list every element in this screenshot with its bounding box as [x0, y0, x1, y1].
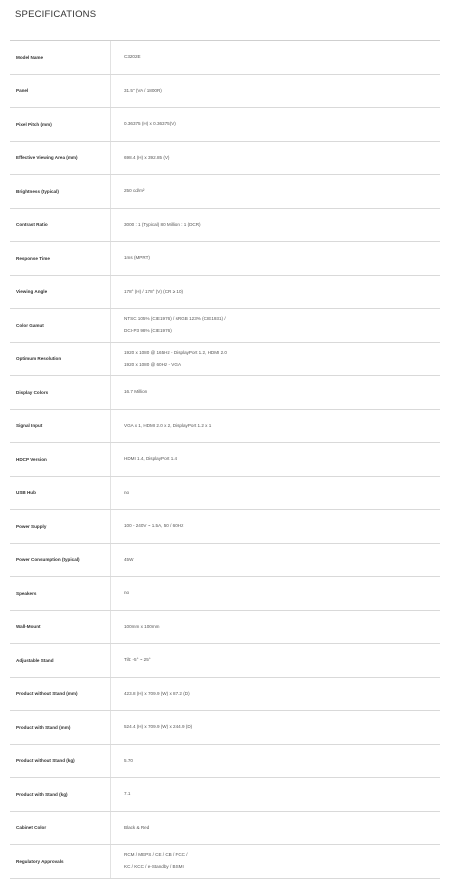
spec-value-line: no: [124, 489, 130, 495]
spec-value-line: no: [124, 590, 130, 596]
spec-value: [111, 644, 440, 677]
spec-row: [10, 443, 440, 477]
spec-label: Cabinet Color: [10, 812, 111, 845]
spec-value: [111, 544, 440, 577]
spec-label: Product without Stand (kg): [10, 745, 111, 778]
spec-value: [111, 175, 440, 208]
spec-label: Power Supply: [10, 510, 111, 543]
spec-value-line: 100mm x 100mm: [124, 623, 160, 629]
spec-value-line: 31.5" (VA / 1800R): [124, 87, 162, 93]
spec-value: [111, 276, 440, 309]
spec-label: Power Consumption (typical): [10, 544, 111, 577]
spec-value-line: 178° (H) / 178° (V) (CR ≥ 10): [124, 288, 184, 294]
spec-label: HDCP Version: [10, 443, 111, 476]
spec-value: [111, 209, 440, 242]
spec-value: [111, 343, 440, 376]
spec-row: [10, 41, 440, 75]
spec-row: [10, 611, 440, 645]
spec-value-line: HDMI 1.4, DisplayPort 1.4: [124, 456, 178, 462]
spec-value: [111, 845, 440, 878]
spec-value: [111, 443, 440, 476]
spec-value-line: 0.36375 (H) x 0.36375(V): [124, 121, 176, 127]
spec-value-line: RCM / MEPS / CE / CB / FCC /: [124, 852, 188, 858]
spec-value-line: 7.1: [124, 791, 131, 797]
spec-row: [10, 477, 440, 511]
spec-label: Effective Viewing Area (mm): [10, 142, 111, 175]
spec-label: Signal Input: [10, 410, 111, 443]
spec-value: [111, 611, 440, 644]
spec-row: [10, 711, 440, 745]
spec-label: Regulatory Approvals: [10, 845, 111, 878]
spec-value: [111, 41, 440, 74]
spec-value: [111, 711, 440, 744]
spec-row: [10, 410, 440, 444]
spec-label: USB Hub: [10, 477, 111, 510]
spec-label: Display Colors: [10, 376, 111, 409]
spec-value: [111, 108, 440, 141]
spec-row: [10, 745, 440, 779]
spec-label: Color Gamut: [10, 309, 111, 342]
spec-value-line: 3000 : 1 (Typical) 80 Million : 1 (DCR): [124, 221, 201, 227]
spec-value-line: 423.8 (H) x 709.9 (W) x 87.2 (D): [124, 690, 190, 696]
spec-row: [10, 812, 440, 846]
spec-row: [10, 142, 440, 176]
spec-value-line: Tilt: -5° ~ 25°: [124, 657, 151, 663]
spec-value-line: 16.7 Million: [124, 389, 148, 395]
spec-label: Pixel Pitch (mm): [10, 108, 111, 141]
specifications-table: [10, 40, 440, 879]
spec-row: [10, 376, 440, 410]
spec-row: [10, 309, 440, 343]
spec-label: Speakers: [10, 577, 111, 610]
spec-value-line: 524.4 (H) x 709.9 (W) x 244.9 (D): [124, 724, 193, 730]
spec-label: Adjustable Stand: [10, 644, 111, 677]
spec-value: [111, 510, 440, 543]
spec-value-line: 250 cd/m²: [124, 188, 145, 194]
spec-row: [10, 678, 440, 712]
spec-value: [111, 376, 440, 409]
spec-row: [10, 75, 440, 109]
spec-row: [10, 175, 440, 209]
spec-value-line: 1ms (MPRT): [124, 255, 150, 261]
spec-value-line: C3202E: [124, 54, 141, 60]
spec-row: [10, 276, 440, 310]
spec-row: [10, 544, 440, 578]
spec-value: [111, 142, 440, 175]
spec-value-line: DCI-P3 98% (CIE1976): [124, 328, 172, 334]
spec-label: Viewing Angle: [10, 276, 111, 309]
spec-value-line: Black & Red: [124, 824, 150, 830]
spec-value-line: NTSC 105% (CIE1976) / sRGB 123% (CIE1931) /: [124, 316, 226, 322]
spec-row: [10, 644, 440, 678]
spec-label: Response Time: [10, 242, 111, 275]
spec-value: [111, 242, 440, 275]
spec-row: [10, 108, 440, 142]
spec-label: Product with Stand (mm): [10, 711, 111, 744]
spec-value-line: 100 - 240V ~ 1.5A, 50 / 60Hz: [124, 523, 184, 529]
spec-label: Product with Stand (kg): [10, 778, 111, 811]
spec-row: [10, 209, 440, 243]
spec-label: Model Name: [10, 41, 111, 74]
spec-value-line: VGA x 1, HDMI 2.0 x 2, DisplayPort 1.2 x 1: [124, 422, 212, 428]
spec-value-line: 1920 x 1080 @ 165Hz - DisplayPort 1.2, HDMI 2.0: [124, 349, 227, 355]
spec-value-line: 45W: [124, 556, 134, 562]
spec-label: Panel: [10, 75, 111, 108]
spec-value: [111, 477, 440, 510]
spec-value: [111, 410, 440, 443]
spec-row: [10, 577, 440, 611]
spec-label: Contrast Ratio: [10, 209, 111, 242]
spec-label: Optimum Resolution: [10, 343, 111, 376]
spec-label: Wall-Mount: [10, 611, 111, 644]
spec-value-line: 1920 x 1080 @ 60Hz - VGA: [124, 361, 182, 367]
spec-value-line: 698.4 (H) x 392.85 (V): [124, 154, 170, 160]
spec-value: [111, 309, 440, 342]
spec-value: [111, 75, 440, 108]
spec-value: [111, 745, 440, 778]
spec-value-line: 5.70: [124, 757, 133, 763]
spec-label: Brightness (typical): [10, 175, 111, 208]
spec-label: Product without Stand (mm): [10, 678, 111, 711]
page-title: SPECIFICATIONS: [15, 9, 97, 20]
spec-row: [10, 242, 440, 276]
spec-value: [111, 577, 440, 610]
spec-row: [10, 845, 440, 879]
spec-row: [10, 778, 440, 812]
spec-value: [111, 812, 440, 845]
spec-value: [111, 778, 440, 811]
spec-value-line: KC / KCC / e-Standby / BSMI: [124, 864, 184, 870]
spec-row: [10, 510, 440, 544]
spec-row: [10, 343, 440, 377]
spec-value: [111, 678, 440, 711]
